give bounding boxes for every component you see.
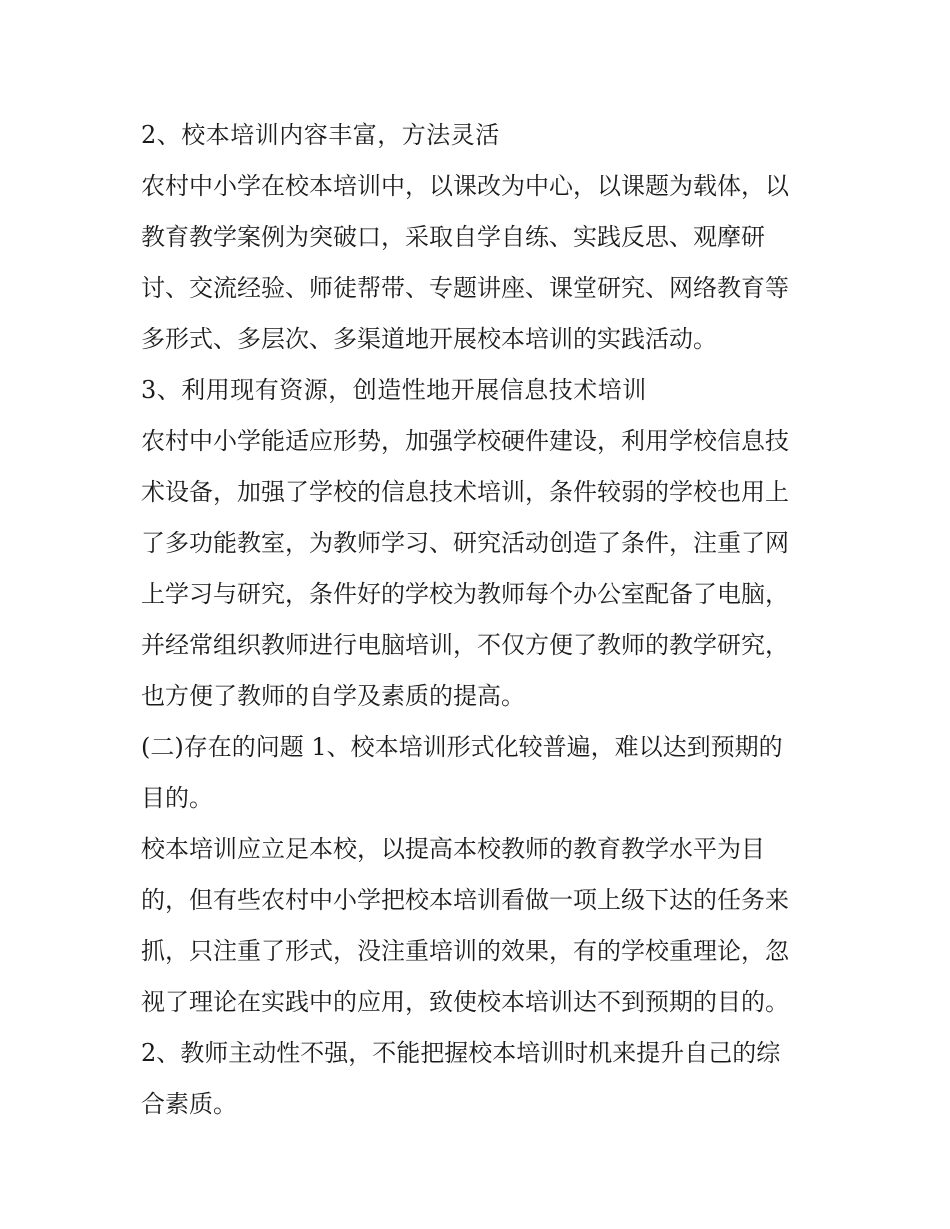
paragraph-line: 农村中小学在校本培训中，以课改为中心，以课题为载体，以 bbox=[141, 172, 789, 200]
paragraph-line: 上学习与研究，条件好的学校为教师每个办公室配备了电脑， bbox=[141, 580, 789, 608]
paragraph-line: 讨、交流经验、师徒帮带、专题讲座、课堂研究、网络教育等 bbox=[141, 274, 789, 302]
section-heading-problems: (二)存在的问题 1、校本培训形式化较普遍，难以达到预期的 bbox=[141, 733, 783, 761]
paragraph-line: 农村中小学能适应形势，加强学校硬件建设，利用学校信息技 bbox=[141, 427, 789, 455]
paragraph-line: 术设备，加强了学校的信息技术培训，条件较弱的学校也用上 bbox=[141, 478, 789, 506]
paragraph-line: 教育教学案例为突破口，采取自学自练、实践反思、观摩研 bbox=[141, 223, 765, 251]
section-heading-problem-2: 2、教师主动性不强，不能把握校本培训时机来提升自己的综 bbox=[141, 1039, 781, 1067]
paragraph-line: 视了理论在实践中的应用，致使校本培训达不到预期的目的。 bbox=[141, 988, 789, 1016]
paragraph-line: 目的。 bbox=[141, 784, 213, 812]
paragraph-line: 校本培训应立足本校，以提高本校教师的教育教学水平为目 bbox=[141, 835, 765, 863]
section-heading-2: 2、校本培训内容丰富，方法灵活 bbox=[141, 121, 500, 149]
paragraph-line: 多形式、多层次、多渠道地开展校本培训的实践活动。 bbox=[141, 325, 717, 353]
paragraph-line: 抓，只注重了形式，没注重培训的效果，有的学校重理论，忽 bbox=[141, 937, 789, 965]
paragraph-line: 的，但有些农村中小学把校本培训看做一项上级下达的任务来 bbox=[141, 886, 789, 914]
paragraph-line: 了多功能教室，为教师学习、研究活动创造了条件，注重了网 bbox=[141, 529, 789, 557]
paragraph-line: 并经常组织教师进行电脑培训，不仅方便了教师的教学研究， bbox=[141, 631, 789, 659]
section-heading-3: 3、利用现有资源，创造性地开展信息技术培训 bbox=[141, 376, 647, 404]
document-page bbox=[141, 110, 821, 1130]
paragraph-line: 合素质。 bbox=[141, 1090, 237, 1118]
paragraph-line: 也方便了教师的自学及素质的提高。 bbox=[141, 682, 525, 710]
